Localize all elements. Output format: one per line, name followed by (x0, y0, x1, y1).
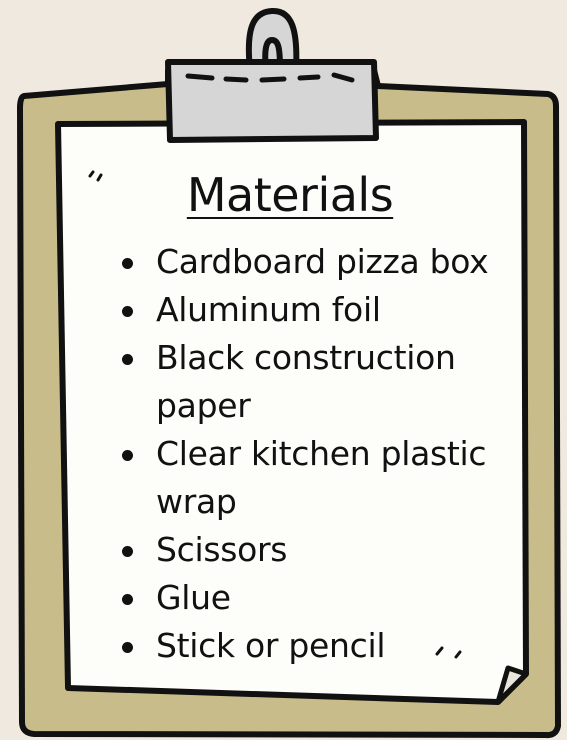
list-item: Stick or pencil (156, 622, 496, 670)
list-item: Clear kitchen plastic wrap (156, 430, 496, 526)
list-item: Cardboard pizza box (156, 238, 496, 286)
list-item: Black construction paper (156, 334, 496, 430)
list-item: Glue (156, 574, 496, 622)
list-item: Scissors (156, 526, 496, 574)
materials-list (156, 238, 496, 670)
clip-plate (168, 62, 376, 140)
list-item: Aluminum foil (156, 286, 496, 334)
page-title: Materials (186, 168, 394, 222)
